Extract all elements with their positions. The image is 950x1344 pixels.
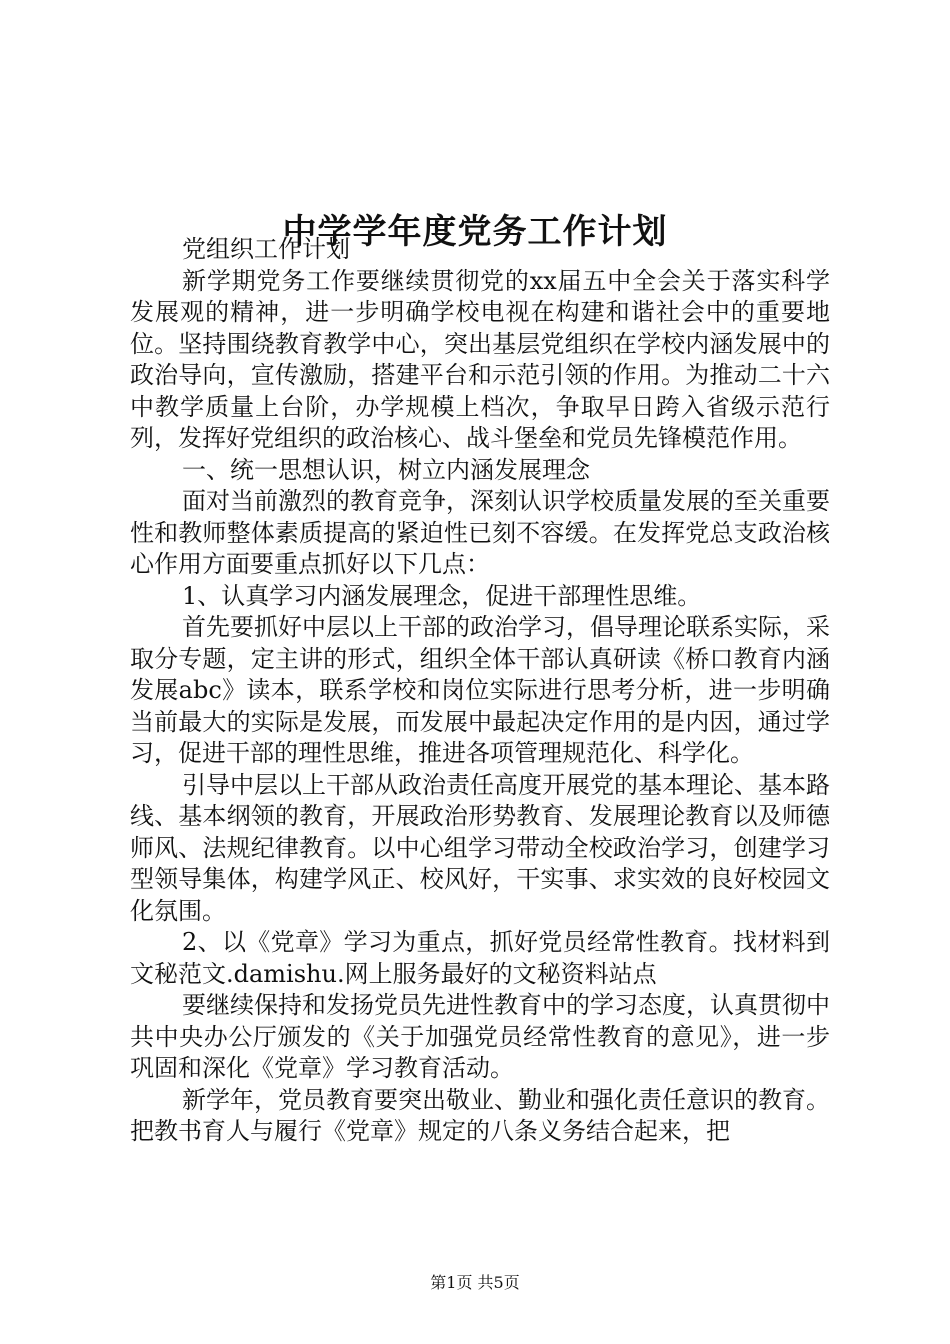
paragraph-guidance: 引导中层以上干部从政治责任高度开展党的基本理论、基本路线、基本纲领的教育，开展政治形势教育、发展理论教育以及师德师风、法规纪律教育。以中心组学习带动全校政治学习，创建学习型领导集体，构建学风正、校风好，干实事、求实效的良好校园文化氛围。 — [130, 770, 830, 925]
document-body — [130, 234, 830, 1148]
paragraph-cadre-study: 首先要抓好中层以上干部的政治学习，倡导理论联系实际，采取分专题，定主讲的形式，组织全体干部认真研读《桥口教育内涵发展abc》读本，联系学校和岗位实际进行思考分析，进一步明确当前最大的实际是发展，而发展中最起决定作用的是内因，通过学习，促进干部的理性思维，推进各项管理规范化、科学化。 — [130, 613, 830, 767]
paragraph-subtitle: 党组织工作计划 — [182, 235, 350, 263]
paragraph-new-year: 新学年，党员教育要突出敬业、勤业和强化责任意识的教育。把教书育人与履行《党章》规定的八条义务结合起来，把 — [130, 1085, 830, 1145]
subheading-2: 2、以《党章》学习为重点，抓好党员经常性教育。找材料到文秘范文.damishu.网上服务最好的文秘资料站点 — [130, 928, 830, 988]
paragraph-continue: 要继续保持和发扬党员先进性教育中的学习态度，认真贯彻中共中央办公厅颁发的《关于加强党员经常性教育的意见》，进一步巩固和深化《党章》学习教育活动。 — [130, 991, 830, 1082]
paragraph-section-1: 面对当前激烈的教育竞争，深刻认识学校质量发展的至关重要性和教师整体素质提高的紧迫性已刻不容缓。在发挥党总支政治核心作用方面要重点抓好以下几点： — [130, 487, 830, 578]
document-title: 中学学年度党务工作计划 — [282, 211, 668, 252]
page-footer: 第1页 共5页 — [430, 1273, 520, 1292]
paragraph-intro: 新学期党务工作要继续贯彻党的xx届五中全会关于落实科学发展观的精神，进一步明确学校电视在构建和谐社会中的重要地位。坚持围绕教育教学中心，突出基层党组织在学校内涵发展中的政治导向，宣传激励，搭建平台和示范引领的作用。为推动二十六中教学质量上台阶，办学规模上档次，争取早日跨入省级示范行列，发挥好党组织的政治核心、战斗堡垒和党员先锋模范作用。 — [130, 266, 830, 452]
subheading-1: 1、认真学习内涵发展理念，促进干部理性思维。 — [182, 581, 702, 610]
section-heading-1: 一、统一思想认识，树立内涵发展理念 — [182, 455, 590, 484]
